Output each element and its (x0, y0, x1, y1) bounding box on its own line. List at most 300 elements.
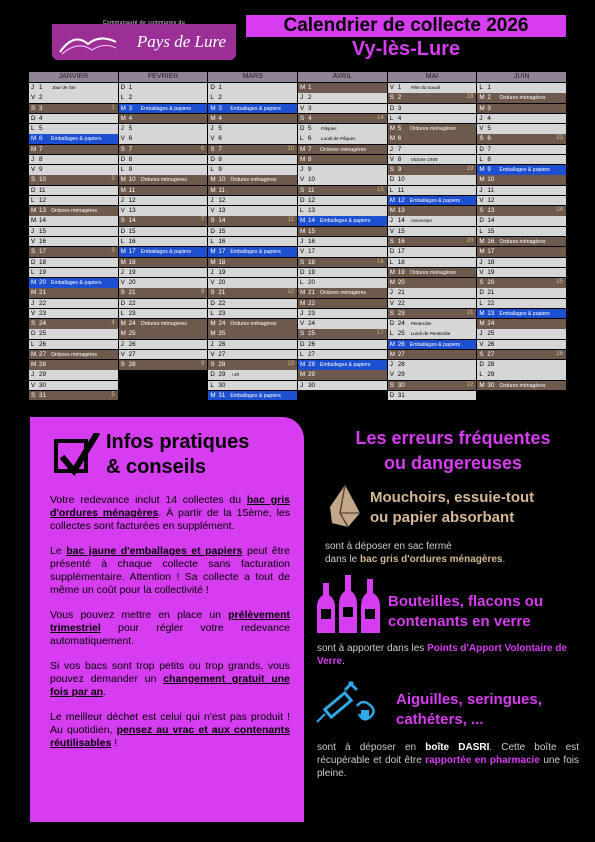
day-letter: S (300, 258, 305, 266)
day-number: 29 (308, 371, 316, 379)
day-letter: M (479, 104, 485, 112)
day-row (208, 299, 297, 309)
day-number: 12 (128, 196, 136, 204)
day-number: 21 (39, 289, 47, 297)
day-row (298, 370, 387, 380)
month-header: MAI (388, 72, 477, 82)
day-letter: D (300, 268, 305, 276)
error-tissues-heading: Mouchoirs, essuie-tout ou papier absorbant (370, 489, 535, 526)
day-letter: M (479, 237, 485, 245)
day-number: 11 (128, 186, 136, 194)
day-letter: S (389, 381, 394, 389)
day-row (477, 309, 566, 319)
day-row (298, 124, 387, 134)
day-row (119, 309, 208, 319)
day-letter: J (120, 125, 124, 133)
day-row (29, 237, 118, 247)
info-paragraph: Le bac jaune d'emballages et papiers peut être présenté à chaque collecte sans facturation supplémentaire. Attention ! Sa collecte a tout de même un coût pour la collectivité ! (50, 545, 290, 596)
day-number: 23 (397, 309, 405, 317)
day-number: 5 (397, 125, 402, 133)
day-number: 14 (308, 217, 316, 225)
day-letter: M (300, 227, 306, 235)
week-number: 13 (287, 361, 295, 368)
day-row (119, 196, 208, 206)
day-number: 1 (397, 84, 402, 91)
month-header: JANVIER (29, 72, 118, 82)
day-number: 16 (218, 237, 226, 245)
day-row (208, 360, 297, 370)
day-letter: M (210, 104, 216, 112)
day-number: 10 (39, 176, 47, 184)
day-letter: M (479, 320, 485, 328)
day-row (477, 329, 566, 339)
day-row (477, 114, 566, 124)
day-row (388, 237, 477, 247)
day-letter: D (210, 299, 215, 307)
hills-icon (58, 30, 118, 56)
day-number: 19 (487, 268, 495, 276)
day-letter: L (479, 227, 483, 235)
day-number: 5 (487, 125, 491, 133)
day-number: 28 (397, 361, 405, 369)
day-row (208, 124, 297, 134)
collection-emballages-label: Emballages & papiers (409, 197, 461, 204)
holiday-note: Pâques (321, 126, 337, 132)
day-letter: S (120, 145, 125, 153)
day-letter: S (31, 104, 36, 112)
day-row (29, 340, 118, 350)
day-letter: V (389, 227, 394, 235)
day-row (29, 145, 118, 155)
day-row (29, 360, 118, 370)
day-number: 26 (308, 340, 316, 348)
day-row (208, 165, 297, 175)
day-row (119, 227, 208, 237)
day-letter: M (300, 371, 306, 379)
day-number: 1 (218, 84, 222, 91)
day-letter: J (389, 361, 393, 369)
day-letter: D (389, 320, 395, 328)
day-number: 13 (218, 207, 226, 215)
day-number: 19 (39, 268, 47, 276)
day-letter: M (389, 279, 395, 287)
day-row (477, 258, 566, 268)
day-row (298, 381, 387, 391)
day-row (298, 350, 387, 360)
day-letter: D (210, 84, 215, 91)
day-letter: D (389, 248, 395, 256)
holiday-note: Pentecôte (410, 321, 432, 327)
day-letter: L (120, 309, 125, 317)
day-row (388, 196, 477, 206)
day-letter: M (31, 207, 37, 215)
day-number: 24 (397, 320, 405, 328)
logo-text: Pays de Lure (136, 32, 226, 51)
day-number: 21 (487, 289, 495, 297)
day-row (29, 370, 118, 380)
day-number: 26 (128, 340, 136, 348)
day-letter: V (120, 350, 125, 358)
collection-ordures-label: Ordures ménagères (230, 177, 277, 184)
collection-emballages-label: Emballages & papiers (320, 362, 371, 369)
day-letter: J (389, 145, 393, 153)
day-number: 1 (39, 84, 43, 91)
day-number: 7 (397, 145, 402, 153)
day-letter: M (300, 217, 306, 225)
day-letter: S (210, 361, 215, 369)
holiday-note: Victoire 1945 (410, 156, 438, 162)
day-number: 9 (39, 166, 43, 174)
day-letter: L (479, 371, 483, 379)
day-row (477, 370, 566, 380)
day-letter: L (210, 381, 214, 389)
day-row (29, 206, 118, 216)
day-number: 20 (39, 279, 47, 287)
day-letter: M (31, 279, 37, 287)
day-number: 22 (128, 299, 136, 307)
collection-emballages-label: Emballages & papiers (140, 105, 192, 112)
week-number: 17 (377, 330, 384, 337)
day-number: 22 (397, 299, 405, 307)
day-number: 5 (308, 125, 312, 133)
day-letter: D (210, 371, 215, 379)
day-letter: M (389, 196, 395, 204)
day-row (477, 145, 566, 155)
day-letter: J (210, 268, 214, 276)
day-number: 9 (397, 166, 402, 174)
day-number: 25 (308, 330, 316, 338)
day-row (477, 360, 566, 370)
day-number: 23 (308, 309, 316, 317)
day-number: 23 (487, 309, 495, 317)
day-row (119, 206, 208, 216)
holiday-note: Lundi de Pentecôte (410, 331, 451, 337)
day-number: 14 (39, 217, 47, 225)
day-letter: M (120, 114, 126, 122)
day-letter: D (210, 155, 215, 163)
day-letter: D (210, 227, 215, 235)
week-number: 2 (111, 176, 115, 183)
day-letter: J (31, 227, 35, 235)
day-row (29, 329, 118, 339)
day-letter: L (210, 166, 214, 174)
day-row (388, 360, 477, 370)
day-number: 16 (39, 237, 47, 245)
day-row (298, 247, 387, 257)
day-number: 15 (128, 227, 136, 235)
info-paragraph: Votre redevance inclut 14 collectes du bac gris d'ordures ménagères. À partir de la 15ème, les collectes sont facturées en supplément. (50, 494, 290, 532)
day-letter: J (479, 186, 483, 194)
day-row (388, 93, 477, 103)
day-row (29, 216, 118, 226)
page-title: Calendrier de collecte 2026 (246, 15, 566, 37)
day-row (477, 278, 566, 288)
day-number: 15 (218, 227, 226, 235)
day-row (208, 247, 297, 257)
error-glass-text: sont à apporter dans les Points d'Apport Volontaire de Verre. (317, 643, 568, 667)
day-letter: S (31, 320, 36, 328)
day-number: 7 (487, 145, 491, 153)
day-row (208, 391, 297, 401)
tissue-icon (328, 483, 362, 529)
day-letter: M (479, 166, 485, 174)
day-row (208, 340, 297, 350)
day-row (208, 216, 297, 226)
day-letter: V (31, 381, 36, 389)
day-number: 30 (39, 381, 47, 389)
week-number: 5 (111, 391, 115, 398)
day-letter: D (479, 217, 484, 225)
day-row (29, 114, 118, 124)
day-number: 14 (397, 217, 405, 225)
day-letter: D (300, 125, 305, 133)
day-row (119, 165, 208, 175)
day-letter: J (120, 196, 124, 204)
day-row (388, 268, 477, 278)
day-letter: S (389, 94, 394, 102)
day-letter: M (479, 94, 485, 102)
day-row (29, 268, 118, 278)
day-row (29, 319, 118, 329)
day-row (477, 165, 566, 175)
day-number: 6 (397, 135, 402, 143)
day-number: 15 (39, 227, 47, 235)
day-row (388, 216, 477, 226)
day-letter: M (479, 381, 485, 389)
day-number: 29 (218, 371, 226, 379)
day-row (477, 186, 566, 196)
day-row (388, 124, 477, 134)
week-number: 23 (556, 135, 564, 142)
day-row (208, 104, 297, 114)
day-row (208, 145, 297, 155)
day-number: 4 (39, 114, 43, 122)
day-number: 31 (39, 391, 47, 399)
day-letter: S (389, 237, 394, 245)
day-letter: J (300, 309, 304, 317)
day-letter: D (479, 145, 484, 153)
calendar-grid (29, 72, 566, 401)
day-letter: M (120, 248, 126, 256)
day-number: 24 (128, 320, 136, 328)
month-column (119, 72, 208, 401)
day-letter: L (120, 94, 125, 102)
day-number: 18 (128, 258, 136, 266)
day-number: 10 (128, 176, 136, 184)
day-number: 25 (487, 330, 495, 338)
day-row (29, 165, 118, 175)
collection-emballages-label: Emballages & papiers (409, 341, 461, 348)
day-number: 22 (218, 299, 226, 307)
day-row (388, 258, 477, 268)
day-row (29, 258, 118, 268)
collection-ordures-label: Ordures ménagères (320, 146, 367, 153)
week-number: 8 (201, 289, 205, 296)
day-number: 19 (218, 268, 226, 276)
day-number: 2 (308, 94, 312, 102)
day-letter: M (31, 145, 37, 153)
day-number: 20 (308, 279, 316, 287)
day-letter: V (120, 135, 125, 143)
day-number: 28 (487, 361, 495, 369)
day-letter: M (120, 186, 126, 194)
day-number: 11 (308, 186, 315, 194)
day-row (388, 247, 477, 257)
collection-emballages-label: Emballages & papiers (230, 392, 281, 399)
day-number: 2 (218, 94, 222, 102)
day-letter: J (300, 237, 304, 245)
day-row (477, 227, 566, 237)
day-row (477, 83, 566, 93)
day-number: 5 (218, 125, 222, 133)
day-row (477, 104, 566, 114)
day-row (29, 309, 118, 319)
day-row (477, 247, 566, 257)
day-number: 18 (218, 258, 226, 266)
day-letter: D (479, 361, 484, 369)
day-letter: L (389, 114, 394, 122)
day-letter: S (300, 186, 305, 194)
day-row (119, 350, 208, 360)
day-letter: D (120, 84, 126, 91)
day-row (208, 134, 297, 144)
month-column (208, 72, 297, 401)
day-number: 27 (397, 350, 405, 358)
day-letter: V (300, 248, 305, 256)
day-row (298, 288, 387, 298)
info-title-line1: Infos pratiques (106, 431, 250, 453)
day-letter: M (300, 299, 306, 307)
day-letter: D (31, 330, 36, 338)
day-number: 13 (487, 207, 495, 215)
day-row (298, 309, 387, 319)
day-row (119, 288, 208, 298)
day-letter: L (300, 279, 304, 287)
day-number: 9 (128, 166, 133, 174)
day-number: 25 (128, 330, 136, 338)
day-letter: M (120, 320, 126, 328)
day-row (208, 206, 297, 216)
day-number: 21 (397, 289, 405, 297)
day-letter: V (389, 371, 394, 379)
day-row (298, 145, 387, 155)
day-number: 18 (397, 258, 405, 266)
month-column (298, 72, 387, 401)
day-number: 1 (487, 84, 491, 91)
day-row (388, 104, 477, 114)
day-number: 4 (218, 114, 222, 122)
day-letter: M (210, 320, 216, 328)
day-number: 16 (308, 237, 316, 245)
collection-emballages-label: Emballages & papiers (230, 105, 281, 112)
week-number: 11 (287, 217, 295, 224)
day-number: 30 (308, 381, 316, 389)
day-letter: L (300, 350, 304, 358)
day-number: 13 (397, 207, 405, 215)
day-row (29, 175, 118, 185)
week-number: 20 (466, 237, 474, 244)
day-row (208, 227, 297, 237)
day-letter: S (31, 248, 36, 256)
day-letter: V (210, 207, 215, 215)
day-letter: L (479, 155, 483, 163)
day-letter: M (120, 176, 126, 184)
day-letter: M (31, 350, 37, 358)
day-number: 7 (218, 145, 222, 153)
day-letter: S (389, 166, 394, 174)
day-letter: D (31, 258, 36, 266)
day-row (29, 247, 118, 257)
day-letter: S (300, 330, 305, 338)
day-number: 22 (487, 299, 495, 307)
day-letter: L (389, 186, 394, 194)
day-letter: L (300, 207, 304, 215)
day-number: 29 (487, 371, 495, 379)
errors-title: Les erreurs fréquentes ou dangereuses (355, 428, 551, 473)
day-row (388, 381, 477, 391)
day-number: 16 (128, 237, 136, 245)
day-letter: S (479, 350, 484, 358)
day-number: 13 (128, 207, 136, 215)
week-number: 22 (466, 381, 474, 388)
day-row (208, 114, 297, 124)
day-letter: V (479, 268, 484, 276)
day-letter: S (31, 176, 36, 184)
error-tissues-text: sont à déposer en sac fermé dans le bac gris d'ordures ménagères. (325, 541, 506, 565)
day-letter: M (300, 361, 306, 369)
collection-emballages-label: Emballages & papiers (320, 218, 371, 225)
day-letter: M (210, 258, 216, 266)
day-letter: L (210, 237, 214, 245)
day-row (29, 93, 118, 103)
day-letter: D (389, 104, 395, 112)
day-number: 4 (397, 114, 402, 122)
day-row (298, 93, 387, 103)
day-letter: J (389, 289, 393, 297)
info-paragraph: Le meilleur déchet est celui qui n'est pas produit ! Au quotidien, pensez au vrac et aux contenants réutilisables ! (50, 711, 290, 749)
day-row (119, 258, 208, 268)
error-needles-text: sont à déposer en boîte DASRI. Cette boîte est récupérable et doit être rapportée en pharmacie une fois pleine. (317, 742, 579, 779)
week-number: 6 (201, 145, 205, 152)
week-number: 24 (556, 207, 564, 214)
collection-ordures-label: Ordures ménagères (140, 177, 187, 184)
day-letter: J (31, 371, 35, 379)
day-row (298, 227, 387, 237)
day-row (29, 104, 118, 114)
day-row (298, 114, 387, 124)
day-row (29, 196, 118, 206)
day-letter: M (120, 104, 126, 112)
day-letter: D (300, 340, 305, 348)
day-row (298, 206, 387, 216)
day-letter: L (389, 258, 394, 266)
day-letter: M (389, 125, 395, 133)
day-number: 20 (397, 279, 405, 287)
day-letter: J (210, 196, 214, 204)
day-letter: L (389, 330, 394, 338)
day-number: 2 (39, 94, 43, 102)
day-number: 3 (308, 104, 312, 112)
collection-emballages-label: Emballages & papiers (51, 280, 102, 287)
day-letter: S (389, 309, 394, 317)
day-letter: L (479, 84, 483, 91)
day-number: 25 (218, 330, 226, 338)
day-letter: V (389, 299, 394, 307)
collection-ordures-label: Ordures ménagères (499, 382, 546, 389)
collection-ordures-label: Ordures ménagères (499, 95, 546, 102)
day-row (477, 155, 566, 165)
day-letter: J (479, 330, 483, 338)
